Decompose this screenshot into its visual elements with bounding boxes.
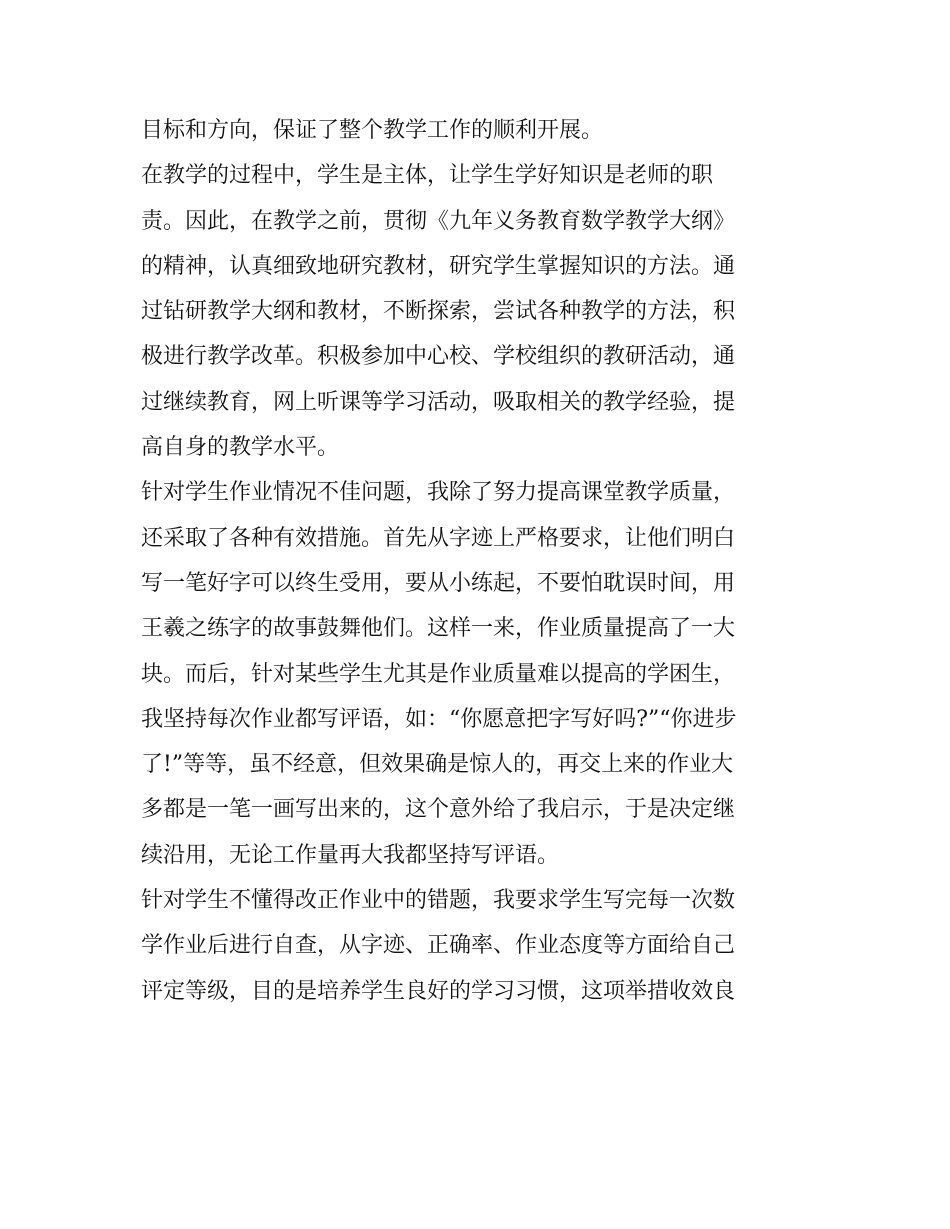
text-line: 块。而后，针对某些学生尤其是作业质量难以提高的学困生， bbox=[141, 661, 736, 687]
text-line: 还采取了各种有效措施。首先从字迹上严格要求，让他们明白 bbox=[141, 525, 736, 551]
text-line: 学作业后进行自查，从字迹、正确率、作业态度等方面给自己 bbox=[141, 933, 736, 959]
text-line: 的精神，认真细致地研究教材，研究学生掌握知识的方法。通 bbox=[141, 253, 736, 279]
document-body bbox=[141, 108, 821, 1014]
text-line: 我坚持每次作业都写评语，如：“你愿意把字写好吗?”“你进步 bbox=[141, 706, 737, 732]
text-line: 王羲之练字的故事鼓舞他们。这样一来，作业质量提高了一大 bbox=[141, 616, 736, 642]
text-line: 针对学生不懂得改正作业中的错题，我要求学生写完每一次数 bbox=[141, 888, 736, 914]
text-line: 过继续教育，网上听课等学习活动，吸取相关的教学经验，提 bbox=[141, 389, 736, 415]
text-line: 多都是一笔一画写出来的，这个意外给了我启示，于是决定继 bbox=[141, 797, 736, 823]
text-line: 针对学生作业情况不佳问题，我除了努力提高课堂教学质量， bbox=[141, 480, 736, 506]
text-line: 续沿用，无论工作量再大我都坚持写评语。 bbox=[141, 842, 560, 868]
text-line: 在教学的过程中，学生是主体，让学生学好知识是老师的职 bbox=[141, 163, 714, 189]
text-line: 评定等级，目的是培养学生良好的学习习惯，这项举措收效良 bbox=[141, 978, 736, 1004]
text-line: 高自身的教学水平。 bbox=[141, 435, 340, 461]
text-line: 了!”等等，虽不经意，但效果确是惊人的，再交上来的作业大 bbox=[141, 752, 734, 778]
text-line: 过钻研教学大纲和教材，不断探索，尝试各种教学的方法，积 bbox=[141, 299, 736, 325]
text-line: 写一笔好字可以终生受用，要从小练起，不要怕耽误时间，用 bbox=[141, 570, 736, 596]
text-line: 责。因此，在教学之前，贯彻《九年义务教育数学教学大纲》 bbox=[141, 208, 736, 234]
text-line: 目标和方向，保证了整个教学工作的顺利开展。 bbox=[141, 118, 604, 143]
text-line: 极进行教学改革。积极参加中心校、学校组织的教研活动，通 bbox=[141, 344, 736, 370]
